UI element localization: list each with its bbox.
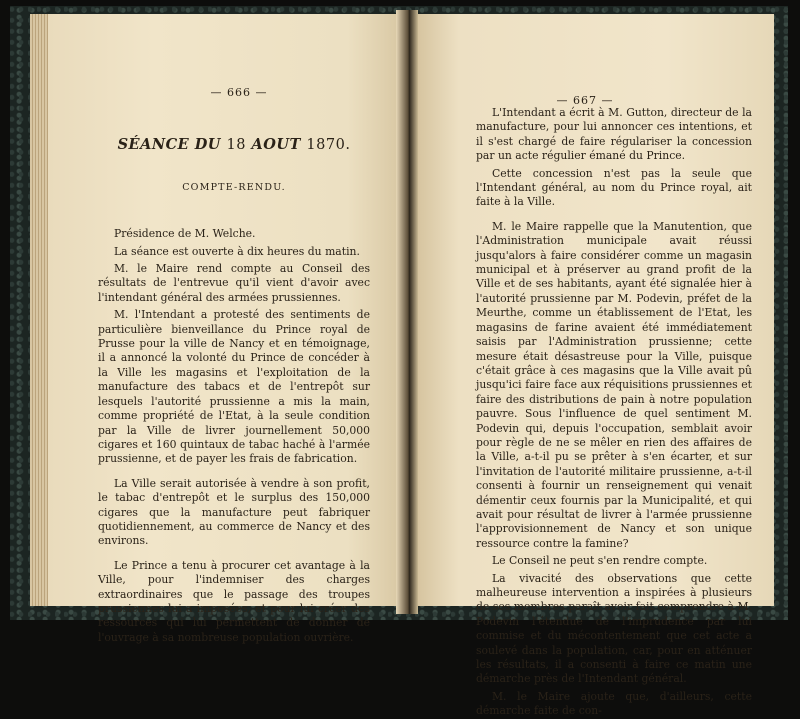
- book-gutter: [396, 10, 418, 614]
- page-content: [476, 106, 752, 719]
- paragraph: La Ville serait autorisée à vendre à son profit, le tabac d'entrepôt et le surplus des 150,000 cigares que la manufacture peut fabriquer quotidiennement, au commerce de Nancy et des environs.: [98, 476, 370, 548]
- page-number: — 667 —: [556, 94, 614, 107]
- session-title: SÉANCE DU 18 AOUT 1870.: [117, 136, 351, 154]
- right-page: [416, 14, 774, 718]
- paragraph: L'Intendant a écrit à M. Gutton, directeur de la manufacture, pour lui annoncer ces intentions, et il s'est chargé de faire régulariser la concession par un acte régulier émané du Prince.: [476, 106, 752, 163]
- paragraph: La séance est ouverte à dix heures du matin.: [114, 244, 360, 258]
- paragraph: M. le Maire rend compte au Conseil des résultats de l'entrevue qu'il vient d'avoir avec l'intendant général des armées prussiennes.: [98, 262, 370, 304]
- page-edges: [30, 14, 50, 606]
- paragraph: M. l'Intendant a protesté des sentiments de particulière bienveillance du Prince royal de Prusse pour la ville de Nancy et en témoignage, il a annoncé la volonté du Prince de concéder à la Ville les magasins et l'exploitation de la manufacture des tabacs et de l'entrepôt sur lesquels l'autorité prussienne a mis la main, comme propriété de l'Etat, à la seule condition par la Ville de livrer journellement 50,000 cigares et 160 quintaux de tabac haché à l'armée prussienne, et de payer les frais de fabrication.: [98, 308, 370, 466]
- paragraph: Cette concession n'est pas la seule que l'Intendant général, au nom du Prince royal, ait faite à la Ville.: [476, 166, 752, 209]
- paragraph: La vivacité des observations que cette malheureuse intervention a inspirées à plusieurs de ses membres paraît avoir fait comprendre à M. Podevin l'étendue de l'imprudence par lui commise et du mécontentement que cet acte a soulevé dans la population, car, pour en atténuer les résultats, il a consenti à faire ce matin une démarche près de l'Intendant général.: [476, 571, 752, 686]
- paragraph: M. le Maire ajoute que, d'ailleurs, cette démarche faite de con-: [476, 689, 752, 718]
- paragraph: Présidence de M. Welche.: [114, 227, 256, 241]
- paragraph: Le Conseil ne peut s'en rendre compte.: [492, 554, 708, 568]
- paragraph: M. le Maire rappelle que la Manutention, que l'Administration municipale avait réussi jusqu'alors à faire considérer comme un magasin municipal et à préserver au grand profit de la Ville et de ses habitants, ayant été signalée hier à l'autorité prussienne par M. Podevin, préfet de la Meurthe, comme un établissement de l'Etat, les magasins de farine avaient été immédiatement saisis par l'Administration prussienne; cette mesure était désastreuse pour la Ville, puisque c'était grâce à ces magasins que la Ville avait pû jusqu'ici faire face aux réquisitions prussiennes et faire des distributions de pain à notre population pauvre. Sous l'influence de quel sentiment M. Podevin qui, depuis l'occupation, semblait avoir pour règle de ne se mêler en rien des affaires de la Ville, a-t-il pu se prêter à s'en écarter, et sur l'invitation de l'autorité militaire prussienne, a-t-il consenti à fournir un renseignement qui venait démentir ceux fournis par la Municipalité, et qui avait pour résultat de livrer à l'armée prussienne l'approvisionnement de Nancy et son unique ressource contre la famine?: [476, 219, 752, 550]
- page-number: — 666 —: [210, 86, 268, 99]
- section-subtitle: COMPTE-RENDU.: [182, 181, 286, 193]
- left-page: [48, 14, 400, 644]
- paragraph: Le Prince a tenu à procurer cet avantage à la Ville, pour l'indemniser des charges extraordinaires que le passage des troupes prussiennes lui a imposées, et pour lui créer des ressources qui lui permettent de donner de l'ouvrage à sa nombreuse population ouvrière.: [98, 558, 370, 644]
